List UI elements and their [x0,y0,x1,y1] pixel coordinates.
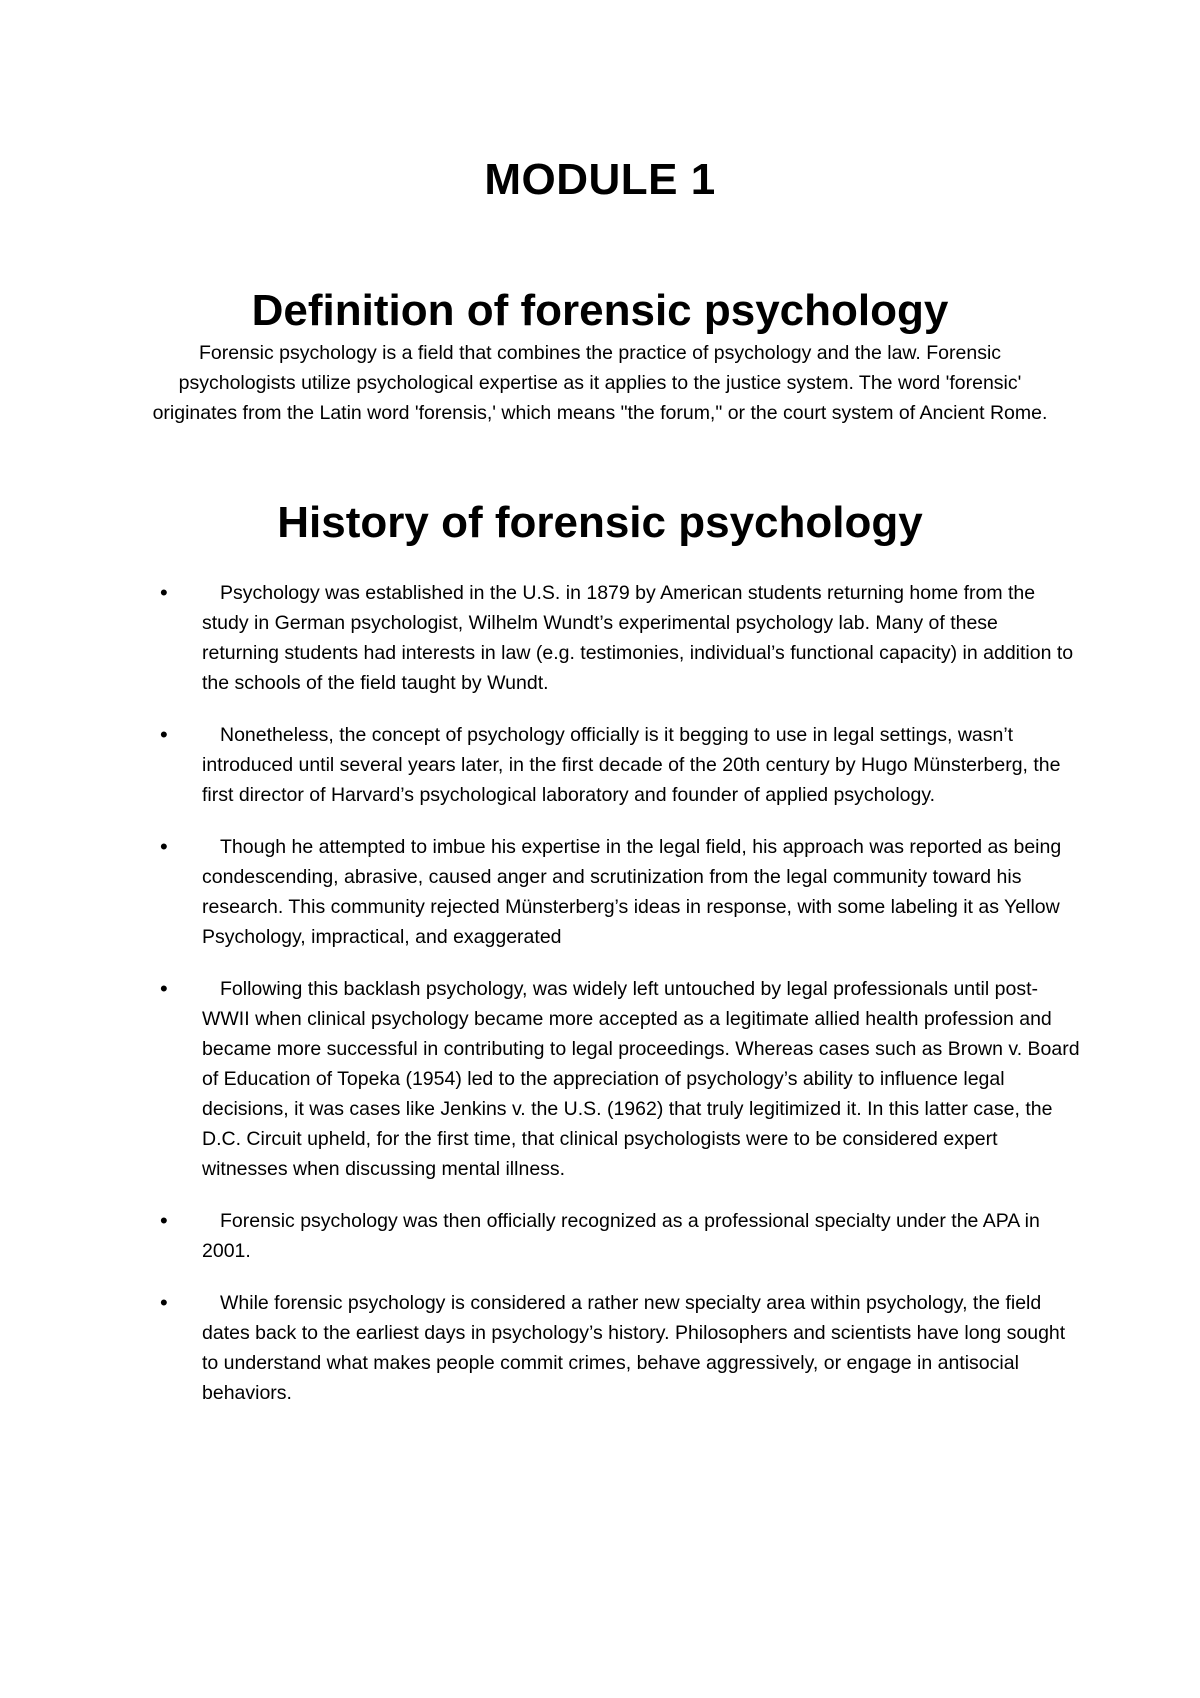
list-item [160,974,1080,1184]
definition-paragraph: Forensic psychology is a field that combines the practice of psychology and the law. Forensic psychologists utilize psychological expertise as it applies to the justice system. The word 'forensic' originates from the Latin word 'forensis,' which means "the forum," or the court system of Ancient Rome. [152,342,1048,424]
module-title: MODULE 1 [484,155,716,204]
list-item [160,1288,1080,1408]
list-item-text: Psychology was established in the U.S. in 1879 by American students returning home from the study in German psychologist, Wilhelm Wundt’s experimental psychology lab. Many of these returning students had interests in law (e.g. testimonies, individual’s functional capacity) in addition to the schools of the field taught by Wundt. [202,582,1074,694]
history-heading: History of forensic psychology [277,498,923,547]
bullet-icon: • [160,722,168,747]
list-item [160,720,1080,810]
list-item [160,578,1080,698]
list-item-text: While forensic psychology is considered a rather new specialty area within psychology, the field dates back to the earliest days in psychology’s history. Philosophers and scientists have long sought to understand what makes people commit crimes, behave aggressively, or engage in antisocial behaviors. [202,1292,1066,1404]
list-item-text: Though he attempted to imbue his expertise in the legal field, his approach was reported as being condescending, abrasive, caused anger and scrutinization from the legal community toward his research. This community rejected Münsterberg’s ideas in response, with some labeling it as Yellow Psychology, impractical, and exaggerated [202,836,1062,948]
bullet-icon: • [160,1208,168,1233]
bullet-icon: • [160,834,168,859]
list-item-text: Following this backlash psychology, was widely left untouched by legal professionals until post-WWII when clinical psychology became more accepted as a legitimate allied health profession and became more successful in contributing to legal proceedings. Whereas cases such as Brown v. Board of Education of Topeka (1954) led to the appreciation of psychology’s ability to influence legal decisions, it was cases like Jenkins v. the U.S. (1962) that truly legitimized it. In this latter case, the D.C. Circuit upheld, for the first time, that clinical psychologists were to be considered expert witnesses when discussing mental illness. [202,978,1080,1180]
list-item-text: Forensic psychology was then officially recognized as a professional specialty under the APA in 2001. [202,1210,1040,1262]
bullet-icon: • [160,580,168,605]
list-item [160,1206,1080,1266]
bullet-icon: • [160,1290,168,1315]
list-item [160,832,1080,952]
bullet-icon: • [160,976,168,1001]
history-bullet-list [160,578,1080,1430]
list-item-text: Nonetheless, the concept of psychology officially is it begging to use in legal settings, wasn’t introduced until several years later, in the first decade of the 20th century by Hugo Münsterberg, the first director of Harvard’s psychological laboratory and founder of applied psychology. [202,724,1061,806]
definition-heading: Definition of forensic psychology [251,286,949,335]
